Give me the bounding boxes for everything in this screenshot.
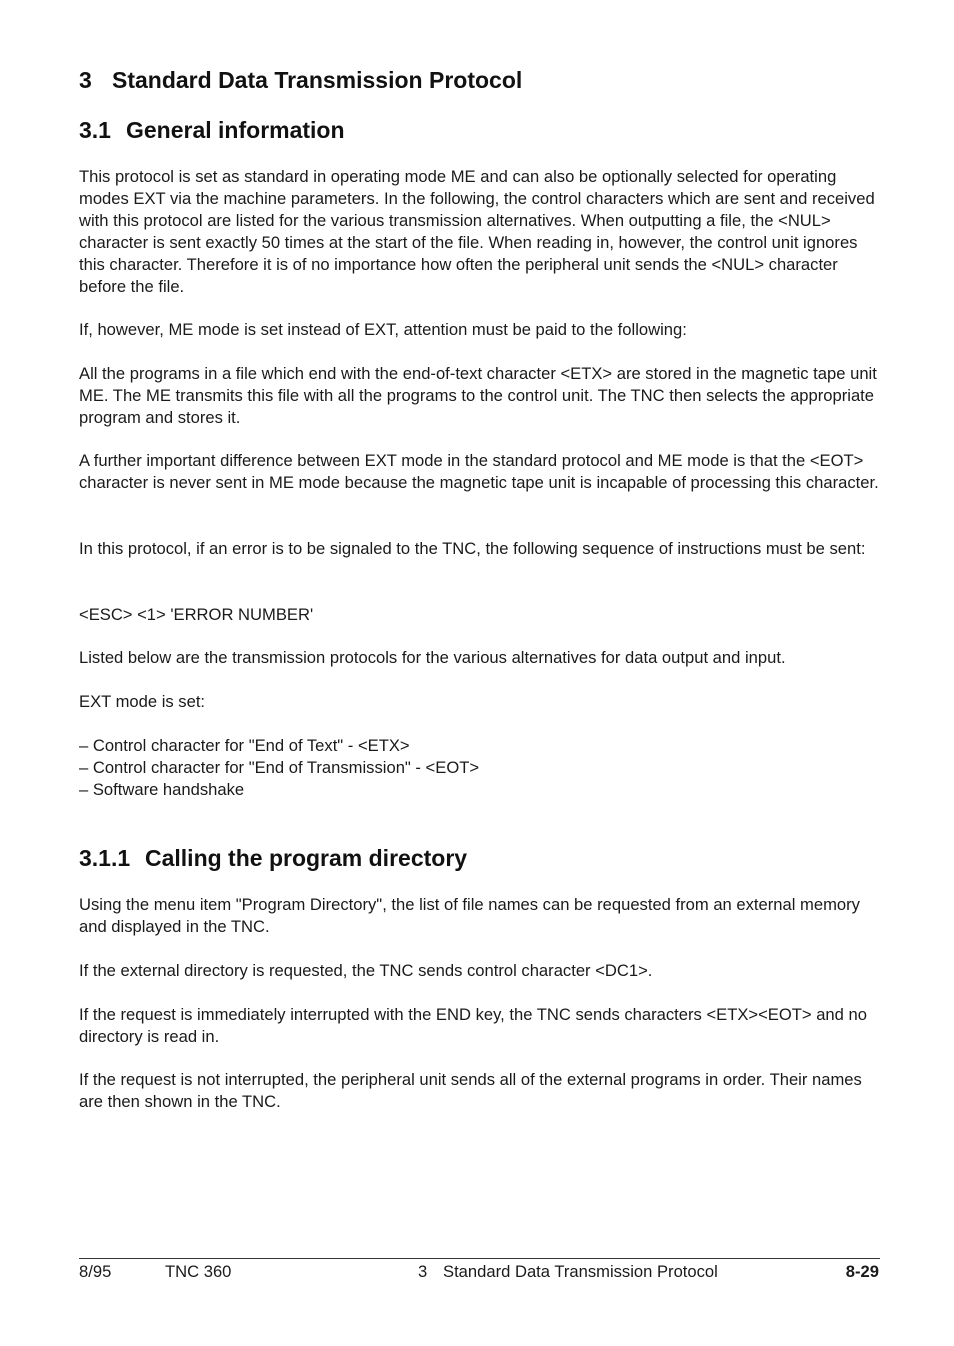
footer-date: 8/95	[79, 1262, 112, 1281]
paragraph-protocol-intro: This protocol is set as standard in operating mode ME and can also be optionally selected for operating modes EXT via the machine parameters. In the following, the control characters which are sent and received with this protocol are listed for the various transmission alternatives. When outputting a file, the <NUL> character is sent exactly 50 times at the start of the file. When reading in, however, the control unit ignores this character. Therefore it is of no importance how often the peripheral unit sends the <NUL> character before the file.	[79, 167, 875, 296]
error-sequence: <ESC> <1> 'ERROR NUMBER'	[79, 605, 314, 624]
list-item: – Software handshake	[79, 780, 245, 799]
list-item: – Control character for "End of Transmission" - <EOT>	[79, 758, 480, 777]
paragraph-end-key-interrupt: If the request is immediately interrupted with the END key, the TNC sends characters <ETX><EOT> and no directory is read in.	[79, 1005, 867, 1046]
section-title: General information	[126, 117, 345, 143]
paragraph-etx-storage: All the programs in a file which end with the end-of-text character <ETX> are stored in the magnetic tape unit ME. The ME transmits this file with all the programs to the control unit. The TNC then selects the appropriate program and stores it.	[79, 364, 877, 427]
list-item: – Control character for "End of Text" - <ETX>	[79, 736, 410, 755]
chapter-heading	[79, 65, 522, 95]
footer-divider	[79, 1258, 880, 1259]
paragraph-dc1-request: If the external directory is requested, the TNC sends control character <DC1>.	[79, 961, 653, 980]
section-number: 3.1	[79, 117, 111, 143]
subsection-number: 3.1.1	[79, 845, 131, 871]
paragraph-protocols-listed: Listed below are the transmission protocols for the various alternatives for data output and input.	[79, 648, 786, 667]
paragraph-error-signal: In this protocol, if an error is to be signaled to the TNC, the following sequence of instructions must be sent:	[79, 539, 866, 558]
footer-page-number: 8-29	[845, 1262, 879, 1281]
paragraph-eot-difference: A further important difference between EXT mode in the standard protocol and ME mode is that the <EOT> character is never sent in ME mode because the magnetic tape unit is incapable of processing this character.	[79, 451, 879, 492]
footer-chapter	[418, 1262, 718, 1282]
ext-mode-list	[79, 735, 880, 801]
subsection-title: Calling the program directory	[145, 845, 468, 871]
paragraph-program-directory: Using the menu item "Program Directory", the list of file names can be requested from an external memory and displayed in the TNC.	[79, 895, 860, 936]
footer-model: TNC 360	[165, 1262, 232, 1281]
paragraph-not-interrupted: If the request is not interrupted, the peripheral unit sends all of the external programs in order. Their names are then shown in the TNC.	[79, 1070, 862, 1111]
footer-chapter-title: Standard Data Transmission Protocol	[443, 1262, 718, 1281]
paragraph-ext-mode: EXT mode is set:	[79, 692, 206, 711]
paragraph-me-mode-note: If, however, ME mode is set instead of EXT, attention must be paid to the following:	[79, 320, 687, 339]
footer-chapter-number: 3	[418, 1262, 428, 1281]
chapter-number: 3	[79, 67, 92, 93]
subsection-heading	[79, 843, 467, 873]
section-heading	[79, 115, 345, 145]
chapter-title: Standard Data Transmission Protocol	[112, 67, 523, 93]
